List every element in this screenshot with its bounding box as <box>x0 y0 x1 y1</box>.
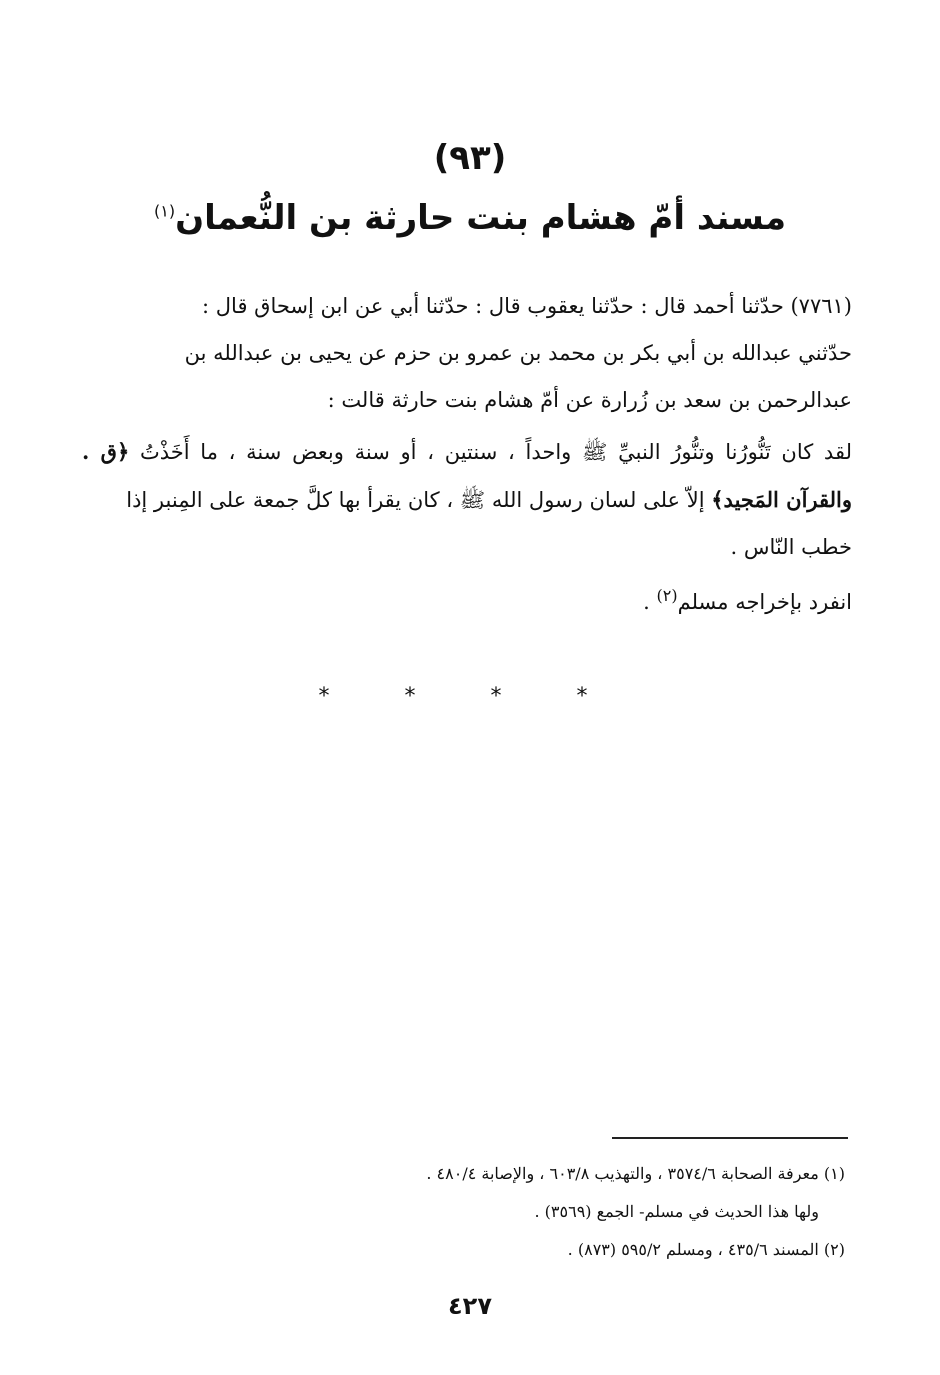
isnad-line: (٧٧٦١) حدّثنا أحمد قال : حدّثنا يعقوب قال : حدّثنا أبي عن ابن إسحاق قال : <box>202 294 852 318</box>
chapter-title-footnote-ref: (١) <box>153 201 176 221</box>
section-separator: * * * * <box>318 684 622 709</box>
matn-text-end: خطب النّاس . <box>730 535 852 559</box>
footnote-2: (٢) المسند ٤٣٥/٦ ، ومسلم ٥٩٥/٢ (٨٧٣) . <box>567 1240 845 1259</box>
footnotes <box>300 1155 845 1269</box>
footnote-1: (١) معرفة الصحابة ٣٥٧٤/٦ ، والتهذيب ٦٠٣/٨ ، والإصابة ٤٨٠/٤ . <box>426 1164 845 1183</box>
takhrij-text: انفرد بإخراجه مسلم <box>677 590 852 614</box>
page-number: ٤٢٧ <box>448 1292 492 1320</box>
isnad-line: حدّثني عبدالله بن أبي بكر بن محمد بن عمرو بن حزم عن يحيى بن عبدالله بن <box>184 341 852 365</box>
chapter-title-text: مسند أمّ هشام بنت حارثة بن النُّعمان <box>175 198 786 238</box>
takhrij-period: . <box>643 590 657 614</box>
takhrij-footnote-ref: (٢) <box>656 586 678 605</box>
matn-text-continued: إلاّ على لسان رسول الله ﷺ ، كان يقرأ بها كلَّ جمعة على المِنبر إذا <box>126 488 705 512</box>
takhrij-note <box>82 572 892 626</box>
chapter-number: (٩٣) <box>433 138 507 178</box>
footnote-divider <box>612 1137 848 1139</box>
quran-quote: ﴿ق . والقرآن المَجيد﴾ <box>82 439 852 512</box>
matn-paragraph <box>82 428 852 571</box>
footnote-1-continuation: ولها هذا الحديث في مسلم- الجمع (٣٥٦٩) . <box>534 1202 819 1221</box>
isnad-line: عبدالرحمن بن سعد بن زُرارة عن أمّ هشام بنت حارثة قالت : <box>327 388 852 412</box>
matn-text: لقد كان تَنُّورُنا وتنُّورُ النبيِّ ﷺ واحداً ، سنتين ، أو سنة وبعض سنة ، ما أَخَذْتُ <box>139 440 852 464</box>
chapter-title <box>120 198 820 238</box>
isnad-paragraph <box>82 283 852 424</box>
